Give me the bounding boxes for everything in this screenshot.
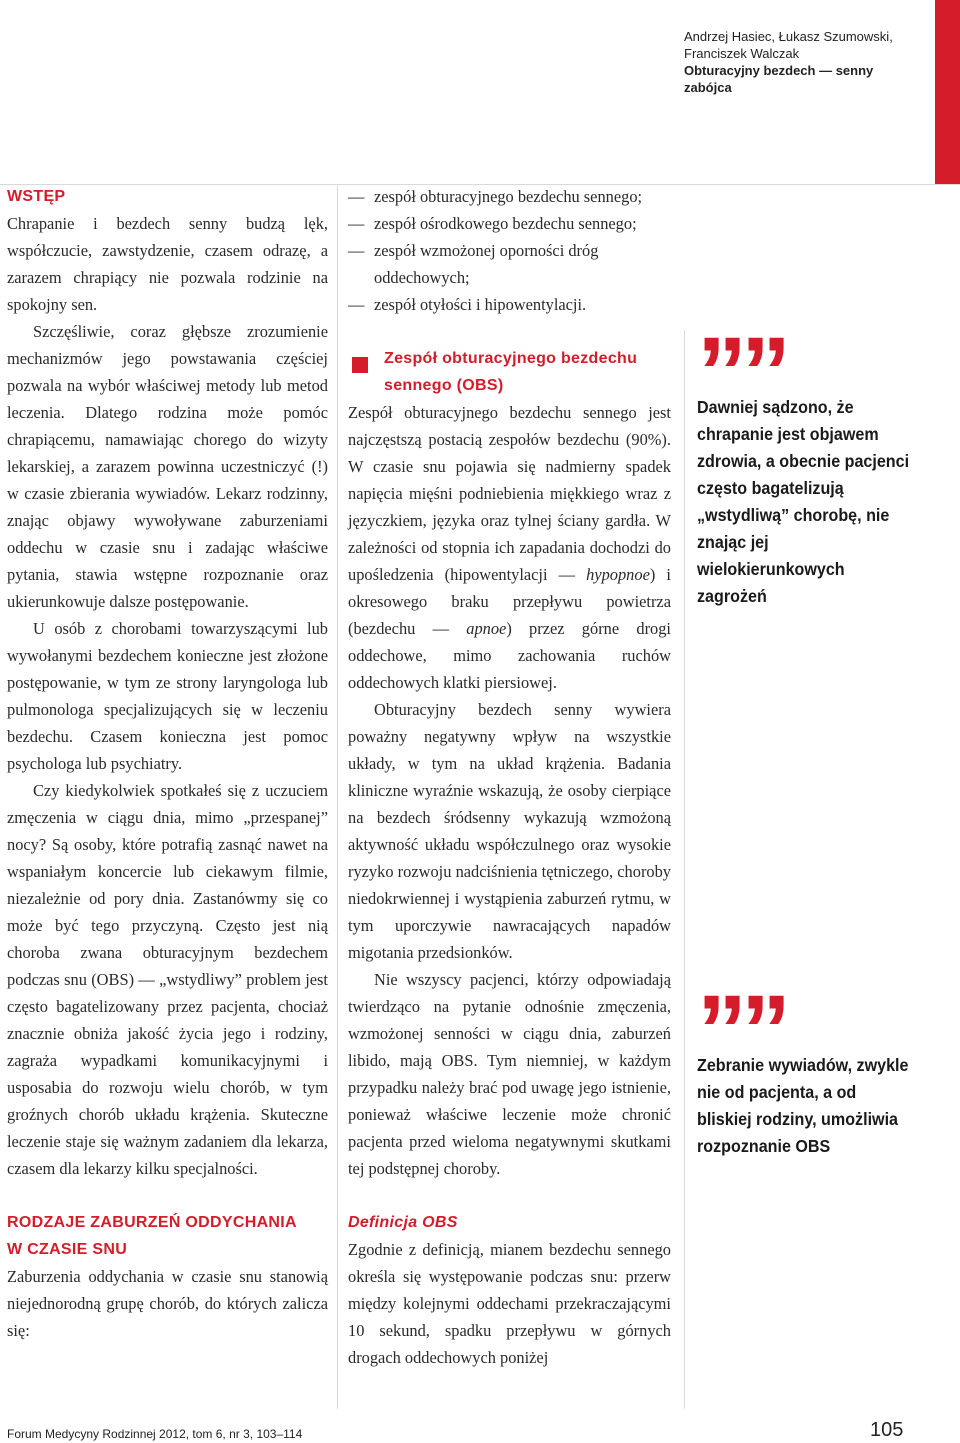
term-hypopnoe: hypopnoe (586, 565, 650, 584)
running-header (684, 28, 924, 96)
list-item: — zespół ośrodkowego bezdechu sennego; (348, 210, 671, 237)
column-divider-2 (684, 330, 685, 1409)
red-corner-bar (935, 0, 960, 184)
obs-paragraph-2: Obturacyjny bezdech senny wywiera poważny negatywny wpływ na wszystkie układy, w tym na układ krążenia. Badania kliniczne wyraźnie wskazują, że osoby cierpiące na bezdech śródsenny wykazują wzmożoną aktywność układu współczulnego oraz wysokie ryzyko rozwoju nadciśnienia tętniczego, choroby niedokrwiennej i wystąpienia zaburzeń rytmu, w tym uporczywie nawracających napadów migotania przedsionków. (348, 700, 671, 962)
obs-p1-part-b: ) i okresowego braku przepływu powietrza (bezdechu — (348, 565, 671, 638)
types-heading (7, 1209, 328, 1263)
pull-quote-2-text: Zebranie wywiadów, zwykle nie od pacjenta, a od bliskiej rodziny, umożliwia rozpoznanie OBS (697, 1055, 909, 1156)
pull-quote-1 (697, 317, 912, 610)
obs-paragraph-3: Nie wszyscy pacjenci, którzy odpowiadają twierdząco na pytanie odnośnie zmęczenia, wzmożonej senności w ciągu dnia, zaburzeń libido, mają OBS. Tym niemniej, w każdym przypadku należy brać pod uwagę jego istnienie, ponieważ właściwe leczenie może chronić pacjenta przed wieloma negatywnymi skutkami tej podstępnej choroby. (348, 970, 671, 1178)
obs-p1-part-a: Zespół obturacyjnego bezdechu sennego jest najczęstszą postacią zespołów bezdechu (90%). W czasie snu pojawia się nadmierny spadek napięcia mięśni podniebienia miękkiego wraz z języczkiem, języka oraz tylnej ściany gardła. W zależności od stopnia ich zapadania dochodzi do upośledzenia (hipowentylacji — (348, 403, 671, 584)
column-divider-1 (337, 184, 338, 1409)
definition-text: Zgodnie z definicją, mianem bezdechu sennego określa się występowanie podczas snu: przerw między kolejnymi oddechami przekraczającymi 10 sekund, spadku przepływu w górnych drogach oddechowych poniżej (348, 1240, 671, 1367)
list-item: — zespół obturacyjnego bezdechu sennego; (348, 183, 671, 210)
types-text: Zaburzenia oddychania w czasie snu stanowią niejednorodną grupę chorób, do których zalicza się: (7, 1267, 328, 1340)
types-list (348, 183, 671, 318)
pull-quote-2 (697, 975, 912, 1160)
list-item: — zespół wzmożonej oporności dróg oddechowych; (348, 237, 671, 291)
quote-mark-icon: ”” (697, 975, 785, 1087)
pull-quote-1-text: Dawniej sądzono, że chrapanie jest objawem zdrowia, a obecnie pacjenci często bagatelizują „wstydliwą” chorobę, nie znając jej wielokierunkowych zagrożeń (697, 397, 910, 606)
page-number: 105 (870, 1419, 904, 1441)
header-authors-line2: Franciszek Walczak (684, 46, 800, 61)
obs-heading-line1: Zespół obturacyjnego bezdechu (384, 350, 638, 367)
intro-paragraph-3: U osób z chorobami towarzyszącymi lub wywołanymi bezdechem konieczne jest złożone postępowanie, w tym ze strony laryngologa lub pulmonologa specjalizujących się w leczeniu bezdechu. Czasem konieczna jest pomoc psychologa lub psychiatry. (7, 619, 328, 773)
types-heading-line1: RODZAJE ZABURZEŃ ODDYCHANIA (7, 1214, 297, 1231)
quote-mark-icon: ”” (697, 317, 785, 429)
obs-p1-part-c: ) przez górne drogi oddechowe, mimo zachowania ruchów oddechowych klatki piersiowej. (348, 619, 671, 692)
journal-citation: Forum Medycyny Rodzinnej 2012, tom 6, nr 3, 103–114 (7, 1427, 303, 1441)
header-authors-line1: Andrzej Hasiec, Łukasz Szumowski, (684, 29, 893, 44)
intro-paragraph-2: Szczęśliwie, coraz głębsze zrozumienie mechanizmów jego powstawania częściej pozwala na wybór właściwej metody lub metod leczenia. Dlatego rodzina może pomóc chrapiącemu, namawiając chorego do wizyty lekarskiej, a zarazem powinna uczestniczyć (!) w czasie zbierania wywiadów. Lekarz rodzinny, znając objawy wywoływane zaburzeniami oddechu w czasie snu i zadając właściwe pytania, stawia wstępne rozpoznanie oraz ukierunkowuje dalsze postępowanie. (7, 322, 328, 611)
intro-paragraph-4: Czy kiedykolwiek spotkałeś się z uczuciem zmęczenia w ciągu dnia, mimo „przespanej” nocy? Są osoby, które potrafią zasnąć nawet na wspaniałym koncercie lub ciekawym filmie, niezależnie od pory dnia. Zastanówmy się co może być tego przyczyną. Często jest nią choroba zwana obturacyjnym bezdechem podczas snu (OBS) — „wstydliwy” problem jest często bagatelizowany przez pacjenta, chociaż znacznie obniża jakość życia jego i rodziny, zagraża wypadkami komunikacyjnymi i usposabia do rozwoju wielu chorób, w tym groźnych chorób układu krążenia. Skuteczne leczenie staje się ważnym zadaniem dla lekarza, czasem dla lekarzy kilku specjalności. (7, 781, 328, 1178)
definition-heading: Definicja OBS (348, 1214, 458, 1231)
red-square-marker (352, 357, 368, 373)
intro-heading: WSTĘP (7, 188, 66, 205)
header-article-title: Obturacyjny bezdech — senny zabójca (684, 63, 874, 95)
types-heading-line2: W CZASIE SNU (7, 1241, 128, 1258)
intro-paragraph-1: Chrapanie i bezdech senny budzą lęk, współczucie, zawstydzenie, czasem odrazę, a zarazem chrapiący nie pozwala rodzinie na spokojny sen. (7, 214, 328, 314)
obs-heading-line2: sennego (OBS) (384, 377, 504, 394)
obs-paragraph-1 (348, 399, 671, 696)
column-middle (348, 183, 671, 1371)
obs-heading (348, 345, 671, 399)
column-left (7, 183, 328, 1344)
term-apnoe: apnoe (466, 619, 507, 638)
list-item: — zespół otyłości i hipowentylacji. (348, 291, 671, 318)
